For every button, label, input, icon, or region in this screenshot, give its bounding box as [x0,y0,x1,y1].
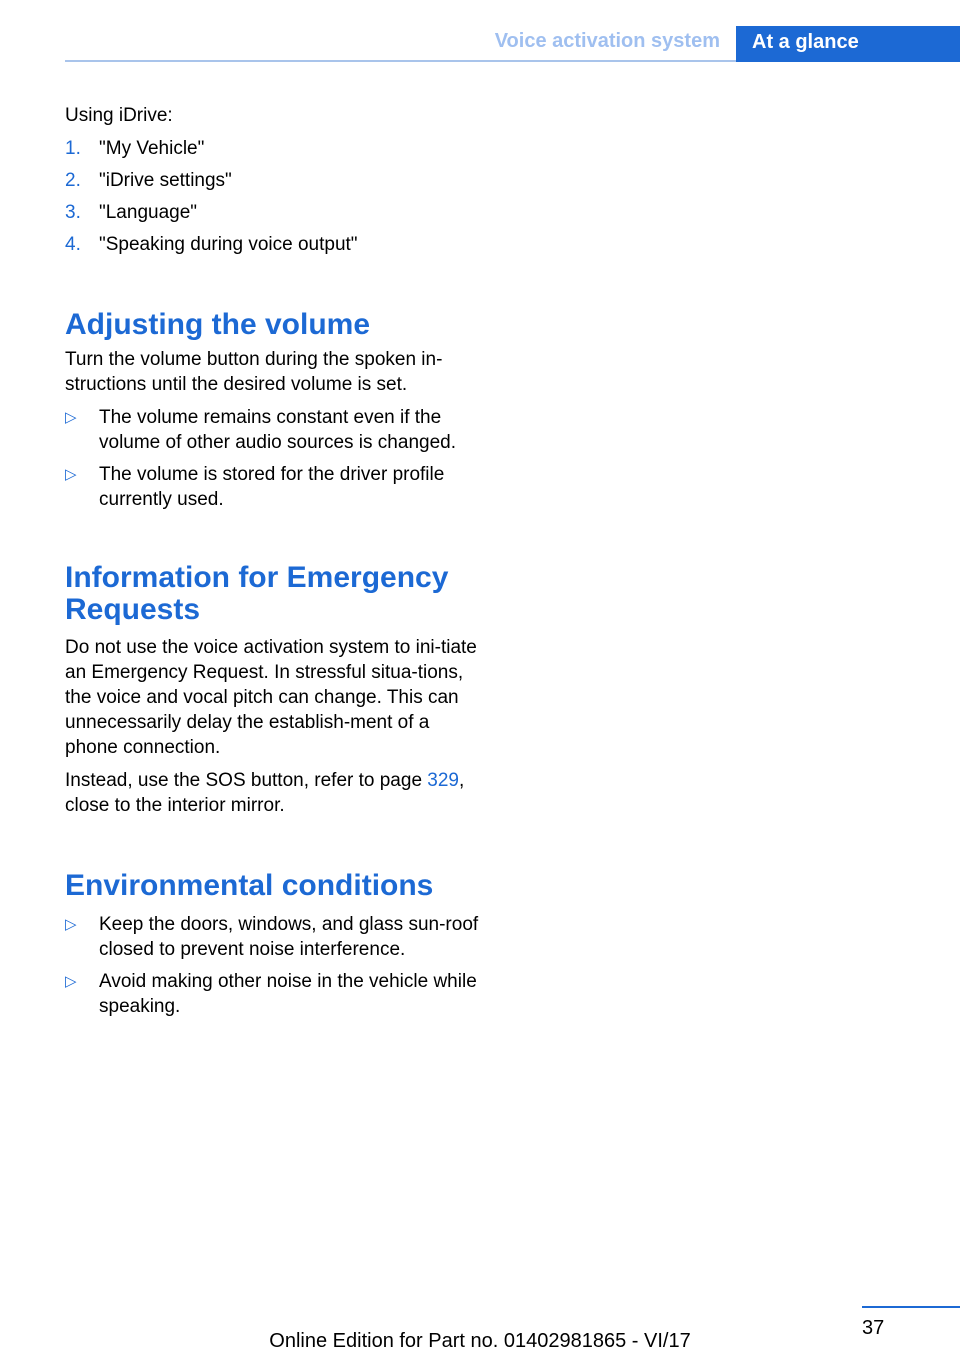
footer-rule [862,1306,960,1308]
heading-emergency-requests: Information for Emergency Requests [65,561,449,626]
step-text: "Speaking during voice output" [99,234,358,255]
list-item [65,462,485,512]
step-text: "My Vehicle" [99,138,205,159]
list-item [65,136,485,161]
adjusting-volume-text: Turn the volume button during the spoken in-structions until the desired volume is set. [65,349,443,395]
list-item [65,200,485,225]
page-reference-link[interactable]: 329 [427,770,459,791]
page-header [0,26,960,62]
environmental-bullets [65,912,485,1019]
triangle-bullet-icon: ▷ [65,973,77,990]
triangle-bullet-icon: ▷ [65,916,77,933]
list-item [65,912,485,962]
step-number: 2. [65,170,81,191]
sos-reference-text: Instead, use the SOS button, refer to page 329, close to the interior mirror. [65,770,465,816]
header-section-title: Voice activation system [494,30,720,52]
list-item [65,232,485,257]
list-item [65,405,485,455]
step-text: "iDrive settings" [99,170,232,191]
triangle-bullet-icon: ▷ [65,466,77,483]
step-number: 3. [65,202,81,223]
page-content [65,103,485,1026]
steps-list [65,136,485,257]
step-number: 1. [65,138,81,159]
list-item [65,168,485,193]
step-text: "Language" [99,202,198,223]
page-number: 37 [862,1317,885,1339]
page-footer [0,1300,960,1362]
triangle-bullet-icon: ▷ [65,409,77,426]
step-number: 4. [65,234,81,255]
adjusting-volume-bullets [65,405,485,512]
intro-text: Using iDrive: [65,105,173,126]
bullet-text: Keep the doors, windows, and glass sun-roof closed to prevent noise interference. [99,914,479,960]
header-chapter-tab: At a glance [736,26,960,62]
bullet-text: The volume remains constant even if the volume of other audio sources is changed. [99,407,456,453]
bullet-text: Avoid making other noise in the vehicle while speaking. [99,971,477,1017]
emergency-text: Do not use the voice activation system to ini-tiate an Emergency Request. In stressful situa-tions, the voice and vocal pitch can change. This can unnecessarily delay the establish-ment of a phone connection. [65,637,477,758]
heading-adjusting-volume: Adjusting the volume [65,308,371,341]
edition-text: Online Edition for Part no. 01402981865 - VI/17 [269,1330,691,1352]
bullet-text: The volume is stored for the driver profile currently used. [99,464,445,510]
list-item [65,969,485,1019]
heading-environmental-conditions: Environmental conditions [65,869,434,902]
